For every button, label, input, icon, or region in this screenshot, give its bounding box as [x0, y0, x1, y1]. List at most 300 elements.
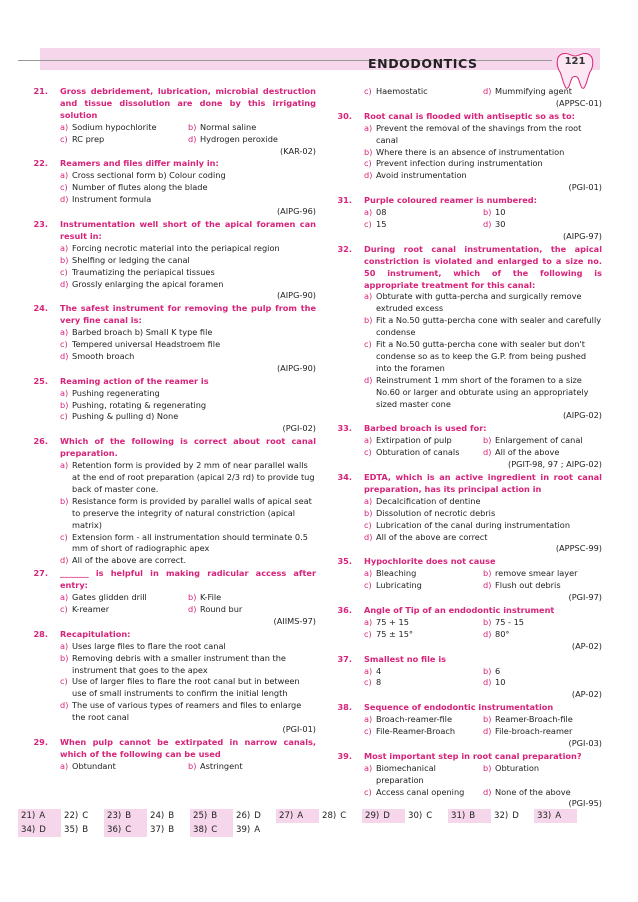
option-item — [364, 629, 483, 641]
option-letter: d) — [483, 218, 492, 229]
question-number: 31. — [337, 195, 352, 206]
option-item — [483, 219, 602, 231]
option-item — [483, 447, 602, 459]
exam-source: (AIPG-97) — [562, 230, 602, 241]
option-item — [364, 219, 483, 231]
question-item — [322, 472, 602, 555]
answer-cell — [405, 809, 448, 823]
option-text: 80° — [495, 628, 510, 639]
option-text: None of the above — [495, 786, 571, 797]
option-letter: a) — [364, 568, 373, 579]
option-letter: a) — [60, 327, 69, 338]
option-letter: d) — [60, 700, 69, 711]
option-item — [483, 207, 602, 219]
option-text: Access canal opening — [376, 786, 465, 797]
answer-cell — [61, 823, 104, 837]
option-list — [364, 714, 602, 738]
option-text: Prevent the removal of the shavings from the root canal — [376, 122, 582, 145]
option-text: Obturation of canals — [376, 447, 460, 458]
option-letter: b) — [364, 507, 373, 518]
option-text: 75 ± 15° — [376, 628, 413, 639]
option-text: The use of various types of reamers and files to enlarge the root canal — [72, 700, 302, 723]
answer-cell — [319, 809, 362, 823]
option-text: Obturation — [495, 762, 540, 773]
exam-source: (AIIMS-97) — [273, 615, 316, 626]
question-item — [322, 556, 602, 604]
option-list — [364, 435, 602, 459]
option-text: Grossly enlarging the apical foramen — [72, 278, 224, 289]
answer-question-number: 21) — [21, 811, 36, 821]
answer-row — [18, 823, 604, 837]
option-letter: c) — [364, 580, 372, 591]
option-letter: d) — [188, 133, 197, 144]
option-item — [483, 580, 602, 592]
answer-cell — [534, 809, 577, 823]
option-list — [364, 207, 602, 231]
exam-source: (PGI-97) — [568, 592, 602, 603]
exam-source: (AIPG-90) — [276, 362, 316, 373]
option-letter: d) — [483, 628, 492, 639]
option-text: Shelfing or ledging the canal — [72, 254, 190, 265]
option-text: Reinstrument 1 mm short of the foramen to a size No.60 or larger and obturate using an appropriately sized master cone — [376, 374, 589, 409]
exam-source: (PGI-02) — [282, 423, 316, 434]
answer-value: C — [426, 811, 433, 821]
option-item — [60, 134, 188, 146]
question-number: 24. — [33, 303, 48, 314]
option-item — [60, 255, 316, 267]
question-text: Barbed broach is used for: — [364, 423, 487, 434]
header-bar — [40, 48, 600, 70]
option-letter: c) — [60, 411, 68, 422]
question-item — [322, 423, 602, 471]
option-text: Lubricating — [376, 580, 422, 591]
option-list — [364, 763, 602, 799]
answer-value: D — [512, 811, 519, 821]
exam-source: (AIPG-02) — [562, 410, 602, 421]
question-item — [322, 605, 602, 653]
option-item — [60, 194, 316, 206]
option-letter: d) — [483, 677, 492, 688]
option-letter: a) — [364, 291, 373, 302]
option-text: Pushing & pulling d) None — [72, 411, 179, 422]
question-item — [18, 86, 316, 157]
option-list — [60, 170, 316, 206]
option-item — [364, 677, 483, 689]
option-item — [483, 677, 602, 689]
question-text: Recapitulation: — [60, 628, 131, 639]
option-text: Lubrication of the canal during instrumentation — [376, 519, 571, 530]
option-text: Obtundant — [72, 760, 116, 771]
option-item — [60, 460, 316, 496]
question-item — [18, 436, 316, 567]
exam-source: (APPSC-01) — [555, 97, 602, 108]
option-letter: a) — [60, 460, 69, 471]
question-number: 38. — [337, 702, 352, 713]
question-item — [322, 244, 602, 423]
page-footer-margin — [0, 876, 638, 902]
option-text: Bleaching — [376, 568, 417, 579]
option-text: File-broach-reamer — [495, 726, 573, 737]
answer-question-number: 34) — [21, 825, 36, 835]
question-text: When pulp cannot be extirpated in narrow canals, which of the following can be used — [60, 736, 316, 759]
option-letter: c) — [60, 531, 68, 542]
answer-value: B — [168, 811, 175, 821]
option-item — [364, 666, 483, 678]
option-text: Extension form - all instrumentation should terminate 0.5 mm of short of radiographic apex — [72, 531, 308, 554]
answer-question-number: 28) — [322, 811, 337, 821]
option-letter: c) — [60, 133, 68, 144]
question-number: 27. — [33, 568, 48, 579]
question-text: Reaming action of the reamer is — [60, 375, 209, 386]
question-number: 28. — [33, 628, 48, 639]
question-text: _______ is helpful in making radicular access after entry: — [60, 568, 316, 591]
option-letter: a) — [60, 592, 69, 603]
question-item — [322, 654, 602, 702]
option-letter: a) — [60, 760, 69, 771]
option-item — [60, 267, 316, 279]
answer-cell — [18, 823, 61, 837]
option-letter: b) — [483, 207, 492, 218]
option-item — [364, 763, 483, 787]
question-text: Hypochlorite does not cause — [364, 556, 496, 567]
option-text: 4 — [376, 665, 382, 676]
option-item — [364, 508, 602, 520]
answer-question-number: 25) — [193, 811, 208, 821]
answer-question-number: 27) — [279, 811, 294, 821]
answer-value: B — [211, 811, 218, 821]
option-text: Instrument formula — [72, 194, 152, 205]
answer-cell — [448, 809, 491, 823]
question-item — [18, 737, 316, 773]
answer-value: B — [82, 825, 89, 835]
option-item — [483, 435, 602, 447]
question-item — [18, 376, 316, 436]
option-text: Resistance form is provided by parallel walls of apical seat to preserve the integrity of natural constriction (apical matrix) — [72, 495, 312, 530]
answer-question-number: 24) — [150, 811, 165, 821]
option-text: Broach-reamer-file — [376, 714, 452, 725]
exam-source: (PGI-03) — [568, 737, 602, 748]
option-item — [364, 375, 602, 411]
option-list — [364, 496, 602, 544]
option-text: 10 — [495, 677, 506, 688]
answer-cell — [276, 809, 319, 823]
option-letter: a) — [60, 640, 69, 651]
option-letter: a) — [60, 170, 69, 181]
answer-cell — [104, 809, 147, 823]
answer-question-number: 36) — [107, 825, 122, 835]
option-letter: b) — [483, 568, 492, 579]
option-text: 10 — [495, 207, 506, 218]
option-text: Tempered universal Headstroem file — [72, 339, 221, 350]
option-item — [60, 604, 188, 616]
option-item — [483, 629, 602, 641]
option-item — [364, 207, 483, 219]
option-list — [60, 460, 316, 567]
option-list — [60, 761, 316, 773]
option-list — [364, 86, 602, 98]
answer-cell — [491, 809, 534, 823]
option-item — [364, 532, 602, 544]
option-item — [364, 86, 483, 98]
option-letter: d) — [60, 555, 69, 566]
option-item — [364, 617, 483, 629]
option-letter: b) — [364, 315, 373, 326]
option-item — [60, 339, 316, 351]
option-letter: d) — [364, 170, 373, 181]
question-number: 32. — [337, 243, 352, 254]
option-letter: d) — [483, 580, 492, 591]
option-text: Decalcification of dentine — [376, 495, 481, 506]
option-text: Smooth broach — [72, 350, 135, 361]
exam-source: (APPSC-99) — [555, 543, 602, 554]
option-text: Hydrogen peroxide — [200, 133, 278, 144]
option-list — [60, 327, 316, 363]
option-item — [60, 351, 316, 363]
option-item — [60, 327, 316, 339]
option-item — [364, 147, 602, 159]
answer-value: D — [39, 825, 46, 835]
option-letter: b) — [483, 762, 492, 773]
option-item — [483, 726, 602, 738]
exam-source: (AP-02) — [571, 689, 602, 700]
exam-source: (PGI-01) — [282, 724, 316, 735]
answer-cell — [61, 809, 104, 823]
exam-source: (AIPG-90) — [276, 290, 316, 301]
option-text: Number of flutes along the blade — [72, 182, 208, 193]
question-item — [322, 111, 602, 194]
option-item — [483, 714, 602, 726]
question-text: Angle of Tip of an endodontic instrument — [364, 604, 555, 615]
option-item — [364, 447, 483, 459]
option-letter: d) — [483, 786, 492, 797]
answer-value: A — [254, 825, 261, 835]
exam-source: (PGIT-98, 97 ; AIPG-02) — [508, 459, 602, 470]
option-text: Sodium hypochlorite — [72, 121, 157, 132]
option-text: Removing debris with a smaller instrument than the instrument that goes to the apex — [72, 652, 286, 675]
option-text: All of the above are correct. — [72, 555, 187, 566]
option-item — [188, 122, 316, 134]
option-list — [60, 122, 316, 146]
exam-source: (AP-02) — [571, 640, 602, 651]
option-item — [60, 122, 188, 134]
question-text: Smallest no file is — [364, 653, 447, 664]
option-letter: d) — [483, 447, 492, 458]
right-column — [322, 86, 602, 811]
option-text: Fit a No.50 gutta-percha cone with sealer but don't condense so as to keep the G.P. from being pushed into the foramen — [376, 339, 587, 373]
option-letter: b) — [483, 616, 492, 627]
option-letter: c) — [364, 519, 372, 530]
option-letter: b) — [364, 146, 373, 157]
option-text: All of the above — [495, 447, 560, 458]
option-text: 8 — [376, 677, 382, 688]
answer-question-number: 35) — [64, 825, 79, 835]
answer-question-number: 23) — [107, 811, 122, 821]
answer-cell — [233, 823, 276, 837]
question-text: Most important step in root canal preparation? — [364, 750, 582, 761]
option-item — [364, 520, 602, 532]
option-text: Reamer-Broach-file — [495, 714, 573, 725]
question-item — [322, 751, 602, 811]
option-letter: c) — [364, 158, 372, 169]
option-letter: b) — [188, 760, 197, 771]
option-text: Retention form is provided by 2 mm of near parallel walls at the end of root preparation (apical 2/3 rd) to provide tug back of master cone. — [72, 460, 315, 494]
option-item — [60, 400, 316, 412]
question-number: 33. — [337, 423, 352, 434]
option-item — [483, 568, 602, 580]
option-text: Normal saline — [200, 121, 257, 132]
option-text: 30 — [495, 218, 506, 229]
question-text: Gross debridement, lubrication, microbial destruction and tissue dissolution are done by this irrigating solution — [60, 86, 316, 120]
option-letter: b) — [60, 254, 69, 265]
option-text: Enlargement of canal — [495, 435, 583, 446]
option-letter: d) — [364, 374, 373, 385]
option-item — [60, 411, 316, 423]
option-text: Haemostatic — [376, 86, 428, 96]
answer-cell — [362, 809, 405, 823]
option-list — [60, 592, 316, 616]
option-item — [364, 726, 483, 738]
answer-question-number: 39) — [236, 825, 251, 835]
question-number: 36. — [337, 604, 352, 615]
option-text: Obturate with gutta-percha and surgically remove extruded excess — [376, 291, 582, 314]
option-text: Astringent — [200, 760, 243, 771]
question-item — [18, 219, 316, 302]
option-item — [364, 580, 483, 592]
question-number: 25. — [33, 375, 48, 386]
option-letter: b) — [188, 121, 197, 132]
question-item — [18, 568, 316, 628]
option-letter: c) — [364, 339, 372, 350]
answer-value: B — [168, 825, 175, 835]
option-letter: c) — [60, 676, 68, 687]
option-list — [364, 568, 602, 592]
answer-cell — [190, 823, 233, 837]
option-text: Gates glidden drill — [72, 592, 147, 603]
option-text: Pushing regenerating — [72, 387, 160, 398]
option-text: Extirpation of pulp — [376, 435, 452, 446]
option-letter: c) — [364, 628, 372, 639]
option-letter: a) — [364, 122, 373, 133]
question-item — [322, 702, 602, 750]
option-item — [364, 158, 602, 170]
option-letter: c) — [60, 603, 68, 614]
exam-source: (PGI-01) — [568, 182, 602, 193]
answer-row — [18, 809, 604, 823]
option-letter: a) — [364, 207, 373, 218]
option-text: K-File — [200, 592, 222, 603]
answer-question-number: 38) — [193, 825, 208, 835]
option-text: 75 + 15 — [376, 616, 409, 627]
option-text: Pushing, rotating & regenerating — [72, 399, 207, 410]
question-text: Instrumentation well short of the apical foramen can result in: — [60, 218, 316, 241]
question-text: Root canal is flooded with antiseptic so as to: — [364, 110, 575, 121]
option-letter: b) — [60, 495, 69, 506]
option-text: File-Reamer-Broach — [376, 726, 456, 737]
answer-question-number: 33) — [537, 811, 552, 821]
option-item — [188, 761, 316, 773]
option-list — [60, 388, 316, 424]
option-letter: c) — [364, 218, 372, 229]
option-letter: d) — [483, 86, 492, 96]
option-item — [60, 279, 316, 291]
question-number: 39. — [337, 750, 352, 761]
question-number: 26. — [33, 436, 48, 447]
option-item — [483, 86, 602, 98]
question-number: 37. — [337, 653, 352, 664]
answer-value: C — [211, 825, 218, 835]
option-letter: d) — [364, 531, 373, 542]
option-letter: a) — [364, 435, 373, 446]
option-letter: d) — [60, 350, 69, 361]
left-column — [18, 86, 316, 774]
answer-value: B — [469, 811, 476, 821]
answer-value: A — [39, 811, 46, 821]
option-item — [364, 496, 602, 508]
option-item — [60, 761, 188, 773]
option-text: Dissolution of necrotic debris — [376, 507, 496, 518]
question-item — [18, 303, 316, 374]
question-number: 23. — [33, 218, 48, 229]
question-text: Purple coloured reamer is numbered: — [364, 195, 537, 206]
option-text: Use of larger files to flare the root canal but in between use of small instruments to confirm the initial length — [72, 676, 300, 699]
answer-question-number: 22) — [64, 811, 79, 821]
option-item — [364, 787, 483, 799]
option-letter: d) — [60, 194, 69, 205]
option-letter: a) — [364, 762, 373, 773]
option-text: remove smear layer — [495, 568, 578, 579]
option-list — [60, 243, 316, 291]
option-text: Fit a No.50 gutta-percha cone with sealer and carefully condense — [376, 315, 602, 338]
option-item — [60, 592, 188, 604]
option-item — [60, 532, 316, 556]
answer-value: D — [254, 811, 261, 821]
option-item — [364, 568, 483, 580]
option-text: Avoid instrumentation — [376, 170, 467, 181]
option-letter: d) — [188, 603, 197, 614]
option-item — [60, 700, 316, 724]
option-item — [60, 388, 316, 400]
answer-value: A — [555, 811, 562, 821]
option-letter: d) — [60, 278, 69, 289]
option-letter: b) — [60, 652, 69, 663]
option-item — [364, 170, 602, 182]
option-list — [364, 123, 602, 183]
option-item — [60, 243, 316, 255]
option-letter: a) — [60, 121, 69, 132]
question-item — [18, 158, 316, 218]
question-item — [322, 195, 602, 243]
answer-key — [18, 809, 604, 837]
option-letter: d) — [483, 726, 492, 737]
option-list — [364, 617, 602, 641]
question-number: 35. — [337, 556, 352, 567]
question-text: During root canal instrumentation, the apical constriction is violated and enlarged to a size no. 50 instrument, which of the following is appropriate treatment for this canal: — [364, 243, 602, 290]
option-text: Barbed broach b) Small K type file — [72, 327, 213, 338]
answer-cell — [190, 809, 233, 823]
answer-cell — [104, 823, 147, 837]
option-item — [60, 170, 316, 182]
option-letter: b) — [60, 399, 69, 410]
option-item — [483, 617, 602, 629]
exam-source: (PGI-95) — [568, 798, 602, 809]
option-item — [60, 676, 316, 700]
option-letter: b) — [483, 714, 492, 725]
option-text: 6 — [495, 665, 501, 676]
answer-question-number: 32) — [494, 811, 509, 821]
option-letter: c) — [364, 447, 372, 458]
option-letter: b) — [188, 592, 197, 603]
chapter-title: ENDODONTICS — [368, 56, 478, 71]
